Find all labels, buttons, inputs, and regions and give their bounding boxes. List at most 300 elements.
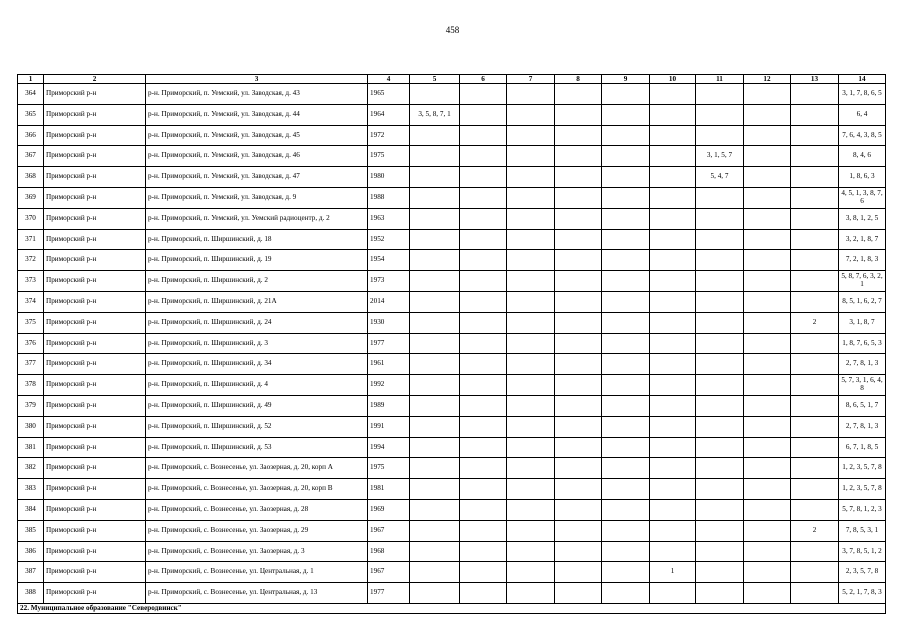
table-cell-col-5 xyxy=(410,125,460,146)
table-cell-col-11 xyxy=(696,375,744,396)
table-cell-col-5 xyxy=(410,333,460,354)
table-row xyxy=(18,583,886,604)
table-cell-col-8 xyxy=(555,479,602,500)
table-cell-col-8 xyxy=(555,146,602,167)
table-cell-col-2: Приморский р-н xyxy=(44,250,146,271)
table-cell-col-7 xyxy=(507,104,555,125)
table-cell-col-4: 1975 xyxy=(368,458,410,479)
table-cell-col-3: р-н. Приморский, с. Вознесенье, ул. Центральная, д. 1 xyxy=(146,562,368,583)
table-row xyxy=(18,354,886,375)
table-cell-col-5 xyxy=(410,437,460,458)
table-cell-col-5 xyxy=(410,229,460,250)
table-cell-col-1: 383 xyxy=(18,479,44,500)
table-cell-col-10 xyxy=(650,104,696,125)
table-cell-col-10 xyxy=(650,312,696,333)
table-cell-col-12 xyxy=(744,354,791,375)
table-cell-col-10 xyxy=(650,250,696,271)
table-cell-col-9 xyxy=(602,104,650,125)
table-cell-col-1: 381 xyxy=(18,437,44,458)
table-cell-col-9 xyxy=(602,271,650,292)
table-cell-col-11 xyxy=(696,562,744,583)
table-cell-col-1: 375 xyxy=(18,312,44,333)
table-cell-col-8 xyxy=(555,333,602,354)
table-row xyxy=(18,520,886,541)
table-row xyxy=(18,271,886,292)
table-cell-col-1: 373 xyxy=(18,271,44,292)
table-cell-col-5 xyxy=(410,312,460,333)
table-cell-col-13 xyxy=(791,250,839,271)
table-row xyxy=(18,84,886,105)
table-row xyxy=(18,499,886,520)
table-cell-col-8 xyxy=(555,229,602,250)
table-cell-col-1: 387 xyxy=(18,562,44,583)
table-cell-col-13 xyxy=(791,541,839,562)
table-cell-col-14: 5, 8, 7, 6, 3, 2, 1 xyxy=(839,271,886,292)
table-row xyxy=(18,167,886,188)
table-cell-col-9 xyxy=(602,146,650,167)
table-cell-col-12 xyxy=(744,104,791,125)
table-cell-col-14: 3, 7, 8, 5, 1, 2 xyxy=(839,541,886,562)
header-cell-col-14: 14 xyxy=(839,75,886,84)
table-cell-col-12 xyxy=(744,312,791,333)
table-cell-col-13 xyxy=(791,104,839,125)
table-cell-col-7 xyxy=(507,312,555,333)
table-cell-col-4: 1980 xyxy=(368,167,410,188)
table-cell-col-7 xyxy=(507,479,555,500)
table-row xyxy=(18,375,886,396)
table-row xyxy=(18,229,886,250)
table-cell-col-1: 380 xyxy=(18,416,44,437)
table-cell-col-6 xyxy=(460,167,507,188)
table-cell-col-1: 376 xyxy=(18,333,44,354)
table-row xyxy=(18,250,886,271)
table-cell-col-5 xyxy=(410,167,460,188)
table-cell-col-11 xyxy=(696,437,744,458)
table-cell-col-13 xyxy=(791,416,839,437)
table-cell-col-13: 2 xyxy=(791,312,839,333)
table-cell-col-11 xyxy=(696,416,744,437)
table-cell-col-9 xyxy=(602,499,650,520)
table-cell-col-2: Приморский р-н xyxy=(44,125,146,146)
table-cell-col-4: 1973 xyxy=(368,271,410,292)
table-cell-col-8 xyxy=(555,458,602,479)
table-cell-col-1: 372 xyxy=(18,250,44,271)
table-cell-col-13 xyxy=(791,479,839,500)
table-cell-col-9 xyxy=(602,583,650,604)
table-cell-col-1: 379 xyxy=(18,395,44,416)
table-cell-col-6 xyxy=(460,312,507,333)
table-cell-col-9 xyxy=(602,125,650,146)
table-cell-col-2: Приморский р-н xyxy=(44,541,146,562)
table-cell-col-2: Приморский р-н xyxy=(44,520,146,541)
table-cell-col-5 xyxy=(410,208,460,229)
table-cell-col-12 xyxy=(744,229,791,250)
table-cell-col-5 xyxy=(410,458,460,479)
table-cell-col-6 xyxy=(460,395,507,416)
table-cell-col-9 xyxy=(602,354,650,375)
table-cell-col-6 xyxy=(460,208,507,229)
table-cell-col-5 xyxy=(410,250,460,271)
table-body xyxy=(18,84,886,604)
table-cell-col-12 xyxy=(744,84,791,105)
table-cell-col-12 xyxy=(744,375,791,396)
header-cell-col-13: 13 xyxy=(791,75,839,84)
table-cell-col-8 xyxy=(555,416,602,437)
table-cell-col-3: р-н. Приморский, п. Ширшинский, д. 4 xyxy=(146,375,368,396)
table-cell-col-1: 382 xyxy=(18,458,44,479)
table-cell-col-10 xyxy=(650,520,696,541)
table-cell-col-8 xyxy=(555,541,602,562)
table-cell-col-12 xyxy=(744,520,791,541)
table-cell-col-7 xyxy=(507,291,555,312)
table-cell-col-11 xyxy=(696,312,744,333)
table-cell-col-7 xyxy=(507,250,555,271)
table-cell-col-9 xyxy=(602,416,650,437)
table-cell-col-12 xyxy=(744,125,791,146)
table-cell-col-12 xyxy=(744,333,791,354)
table-cell-col-7 xyxy=(507,84,555,105)
table-cell-col-13 xyxy=(791,354,839,375)
table-cell-col-4: 1952 xyxy=(368,229,410,250)
table-cell-col-12 xyxy=(744,416,791,437)
table-cell-col-12 xyxy=(744,187,791,208)
table-cell-col-1: 370 xyxy=(18,208,44,229)
table-cell-col-4: 1954 xyxy=(368,250,410,271)
table-cell-col-2: Приморский р-н xyxy=(44,104,146,125)
table-cell-col-8 xyxy=(555,104,602,125)
table-cell-col-10 xyxy=(650,395,696,416)
table-cell-col-11 xyxy=(696,291,744,312)
table-row xyxy=(18,291,886,312)
table-cell-col-14: 2, 3, 5, 7, 8 xyxy=(839,562,886,583)
table-cell-col-6 xyxy=(460,84,507,105)
table-cell-col-13 xyxy=(791,583,839,604)
table-cell-col-5: 3, 5, 8, 7, 1 xyxy=(410,104,460,125)
table-cell-col-10 xyxy=(650,354,696,375)
table-cell-col-7 xyxy=(507,583,555,604)
header-cell-col-4: 4 xyxy=(368,75,410,84)
table-row xyxy=(18,395,886,416)
table-cell-col-3: р-н. Приморский, п. Ширшинский, д. 21А xyxy=(146,291,368,312)
page-number: 458 xyxy=(445,25,460,35)
table-cell-col-7 xyxy=(507,499,555,520)
table-cell-col-7 xyxy=(507,229,555,250)
table-cell-col-11 xyxy=(696,229,744,250)
table-cell-col-2: Приморский р-н xyxy=(44,312,146,333)
table-cell-col-5 xyxy=(410,541,460,562)
table-cell-col-9 xyxy=(602,479,650,500)
table-cell-col-1: 366 xyxy=(18,125,44,146)
table-cell-col-14: 3, 8, 1, 2, 5 xyxy=(839,208,886,229)
table-row xyxy=(18,208,886,229)
table-cell-col-13 xyxy=(791,271,839,292)
table-cell-col-10 xyxy=(650,229,696,250)
table-cell-col-9 xyxy=(602,312,650,333)
table-cell-col-14: 4, 5, 1, 3, 8, 7, 6 xyxy=(839,187,886,208)
header-cell-col-10: 10 xyxy=(650,75,696,84)
table-cell-col-5 xyxy=(410,479,460,500)
table-cell-col-6 xyxy=(460,479,507,500)
table-cell-col-1: 367 xyxy=(18,146,44,167)
table-cell-col-14: 2, 7, 8, 1, 3 xyxy=(839,354,886,375)
table-cell-col-2: Приморский р-н xyxy=(44,395,146,416)
header-cell-col-8: 8 xyxy=(555,75,602,84)
table-cell-col-12 xyxy=(744,271,791,292)
table-cell-col-13 xyxy=(791,84,839,105)
table-cell-col-5 xyxy=(410,291,460,312)
table-cell-col-4: 1972 xyxy=(368,125,410,146)
table-cell-col-8 xyxy=(555,291,602,312)
table-cell-col-6 xyxy=(460,354,507,375)
table-cell-col-1: 377 xyxy=(18,354,44,375)
table-cell-col-6 xyxy=(460,541,507,562)
table-cell-col-5 xyxy=(410,84,460,105)
table-cell-col-4: 1969 xyxy=(368,499,410,520)
table-cell-col-3: р-н. Приморский, п. Ширшинский, д. 52 xyxy=(146,416,368,437)
table-cell-col-12 xyxy=(744,167,791,188)
table-cell-col-3: р-н. Приморский, с. Вознесенье, ул. Заозерная, д. 3 xyxy=(146,541,368,562)
table-cell-col-7 xyxy=(507,146,555,167)
table-cell-col-4: 1977 xyxy=(368,333,410,354)
table-cell-col-3: р-н. Приморский, п. Ширшинский, д. 2 xyxy=(146,271,368,292)
table-cell-col-11 xyxy=(696,84,744,105)
table-cell-col-13: 2 xyxy=(791,520,839,541)
table-cell-col-13 xyxy=(791,187,839,208)
table-cell-col-14: 7, 6, 4, 3, 8, 5 xyxy=(839,125,886,146)
table-cell-col-11 xyxy=(696,271,744,292)
table-cell-col-5 xyxy=(410,395,460,416)
table-cell-col-10 xyxy=(650,479,696,500)
table-cell-col-6 xyxy=(460,146,507,167)
table-cell-col-2: Приморский р-н xyxy=(44,437,146,458)
table-header xyxy=(18,75,886,84)
table-cell-col-10 xyxy=(650,499,696,520)
table-cell-col-3: р-н. Приморский, п. Уемский, ул. Заводская, д. 44 xyxy=(146,104,368,125)
table-cell-col-4: 1967 xyxy=(368,520,410,541)
table-cell-col-8 xyxy=(555,499,602,520)
table-cell-col-7 xyxy=(507,395,555,416)
table-cell-col-4: 1961 xyxy=(368,354,410,375)
section-row xyxy=(18,603,886,613)
table-cell-col-11 xyxy=(696,395,744,416)
table-cell-col-6 xyxy=(460,229,507,250)
table-cell-col-6 xyxy=(460,437,507,458)
table-cell-col-7 xyxy=(507,167,555,188)
header-cell-col-9: 9 xyxy=(602,75,650,84)
table-cell-col-2: Приморский р-н xyxy=(44,167,146,188)
table-cell-col-5 xyxy=(410,562,460,583)
table-cell-col-8 xyxy=(555,312,602,333)
table-cell-col-14: 8, 6, 5, 1, 7 xyxy=(839,395,886,416)
table-cell-col-8 xyxy=(555,395,602,416)
table-cell-col-13 xyxy=(791,125,839,146)
table-cell-col-12 xyxy=(744,458,791,479)
table-cell-col-4: 1965 xyxy=(368,84,410,105)
header-cell-col-1: 1 xyxy=(18,75,44,84)
table-cell-col-10 xyxy=(650,437,696,458)
table-cell-col-9 xyxy=(602,458,650,479)
table-cell-col-11 xyxy=(696,354,744,375)
table-cell-col-3: р-н. Приморский, п. Уемский, ул. Заводская, д. 46 xyxy=(146,146,368,167)
table-cell-col-14: 3, 2, 1, 8, 7 xyxy=(839,229,886,250)
table-cell-col-11 xyxy=(696,520,744,541)
table-cell-col-14: 3, 1, 7, 8, 6, 5 xyxy=(839,84,886,105)
table-cell-col-5 xyxy=(410,354,460,375)
table-cell-col-3: р-н. Приморский, п. Ширшинский, д. 18 xyxy=(146,229,368,250)
table-cell-col-9 xyxy=(602,437,650,458)
table-cell-col-10 xyxy=(650,125,696,146)
table-cell-col-3: р-н. Приморский, п. Уемский, ул. Заводская, д. 45 xyxy=(146,125,368,146)
header-cell-col-12: 12 xyxy=(744,75,791,84)
table-cell-col-2: Приморский р-н xyxy=(44,458,146,479)
table-cell-col-14: 5, 7, 8, 1, 2, 3 xyxy=(839,499,886,520)
table-cell-col-11 xyxy=(696,250,744,271)
table-row xyxy=(18,333,886,354)
table-cell-col-7 xyxy=(507,416,555,437)
table-cell-col-8 xyxy=(555,271,602,292)
table-cell-col-14: 6, 4 xyxy=(839,104,886,125)
table-cell-col-3: р-н. Приморский, с. Вознесенье, ул. Заозерная, д. 20, корп В xyxy=(146,479,368,500)
table-cell-col-12 xyxy=(744,562,791,583)
table-cell-col-13 xyxy=(791,437,839,458)
table-cell-col-8 xyxy=(555,84,602,105)
table-cell-col-11 xyxy=(696,125,744,146)
table-cell-col-5 xyxy=(410,375,460,396)
table-cell-col-10 xyxy=(650,271,696,292)
table-cell-col-14: 7, 2, 1, 8, 3 xyxy=(839,250,886,271)
table-row xyxy=(18,312,886,333)
table-cell-col-10 xyxy=(650,541,696,562)
table-cell-col-5 xyxy=(410,187,460,208)
table-cell-col-4: 1963 xyxy=(368,208,410,229)
table-cell-col-7 xyxy=(507,375,555,396)
table-cell-col-9 xyxy=(602,333,650,354)
table-cell-col-4: 1988 xyxy=(368,187,410,208)
table-cell-col-11 xyxy=(696,104,744,125)
table-cell-col-8 xyxy=(555,562,602,583)
table-cell-col-3: р-н. Приморский, с. Вознесенье, ул. Заозерная, д. 20, корп А xyxy=(146,458,368,479)
table-row xyxy=(18,562,886,583)
table-cell-col-2: Приморский р-н xyxy=(44,562,146,583)
table-cell-col-1: 386 xyxy=(18,541,44,562)
table-cell-col-4: 1967 xyxy=(368,562,410,583)
table-cell-col-6 xyxy=(460,416,507,437)
table-cell-col-4: 1930 xyxy=(368,312,410,333)
header-cell-col-11: 11 xyxy=(696,75,744,84)
table-row xyxy=(18,479,886,500)
table-cell-col-8 xyxy=(555,167,602,188)
table-cell-col-14: 6, 7, 1, 8, 5 xyxy=(839,437,886,458)
table-cell-col-12 xyxy=(744,437,791,458)
table-cell-col-1: 369 xyxy=(18,187,44,208)
table-cell-col-3: р-н. Приморский, п. Уемский, ул. Заводская, д. 43 xyxy=(146,84,368,105)
header-cell-col-6: 6 xyxy=(460,75,507,84)
table-cell-col-7 xyxy=(507,271,555,292)
table-cell-col-12 xyxy=(744,291,791,312)
table-cell-col-2: Приморский р-н xyxy=(44,479,146,500)
table-cell-col-11 xyxy=(696,499,744,520)
table-cell-col-6 xyxy=(460,562,507,583)
table-cell-col-5 xyxy=(410,520,460,541)
table-cell-col-3: р-н. Приморский, п. Ширшинский, д. 49 xyxy=(146,395,368,416)
table-cell-col-9 xyxy=(602,229,650,250)
table-cell-col-11: 3, 1, 5, 7 xyxy=(696,146,744,167)
table-cell-col-4: 1989 xyxy=(368,395,410,416)
table-cell-col-11 xyxy=(696,208,744,229)
table-cell-col-13 xyxy=(791,499,839,520)
table-cell-col-7 xyxy=(507,208,555,229)
table-cell-col-10 xyxy=(650,146,696,167)
table-cell-col-9 xyxy=(602,167,650,188)
table-cell-col-10 xyxy=(650,84,696,105)
table-cell-col-5 xyxy=(410,499,460,520)
table-cell-col-10 xyxy=(650,375,696,396)
table-cell-col-2: Приморский р-н xyxy=(44,354,146,375)
table-cell-col-14: 7, 8, 5, 3, 1 xyxy=(839,520,886,541)
table-cell-col-13 xyxy=(791,229,839,250)
table-cell-col-13 xyxy=(791,562,839,583)
table-cell-col-8 xyxy=(555,250,602,271)
table-row xyxy=(18,187,886,208)
table-cell-col-2: Приморский р-н xyxy=(44,583,146,604)
table-cell-col-1: 388 xyxy=(18,583,44,604)
table-cell-col-12 xyxy=(744,541,791,562)
table-cell-col-11 xyxy=(696,541,744,562)
table-cell-col-10 xyxy=(650,291,696,312)
table-cell-col-13 xyxy=(791,208,839,229)
table-cell-col-13 xyxy=(791,395,839,416)
table-cell-col-7 xyxy=(507,354,555,375)
table-row xyxy=(18,541,886,562)
table-cell-col-4: 1977 xyxy=(368,583,410,604)
table-cell-col-2: Приморский р-н xyxy=(44,187,146,208)
table-cell-col-3: р-н. Приморский, п. Ширшинский, д. 53 xyxy=(146,437,368,458)
table-cell-col-7 xyxy=(507,541,555,562)
table-cell-col-9 xyxy=(602,375,650,396)
table-cell-col-7 xyxy=(507,562,555,583)
table-row xyxy=(18,125,886,146)
table-cell-col-12 xyxy=(744,583,791,604)
table-cell-col-5 xyxy=(410,583,460,604)
table-cell-col-1: 384 xyxy=(18,499,44,520)
table-cell-col-11 xyxy=(696,333,744,354)
table-cell-col-9 xyxy=(602,541,650,562)
table-cell-col-8 xyxy=(555,520,602,541)
table-cell-col-7 xyxy=(507,458,555,479)
header-row xyxy=(18,75,886,84)
table-cell-col-1: 365 xyxy=(18,104,44,125)
table-cell-col-9 xyxy=(602,208,650,229)
table-cell-col-14: 1, 2, 3, 5, 7, 8 xyxy=(839,458,886,479)
table-cell-col-2: Приморский р-н xyxy=(44,375,146,396)
table-cell-col-8 xyxy=(555,583,602,604)
table-cell-col-2: Приморский р-н xyxy=(44,291,146,312)
table-cell-col-4: 1994 xyxy=(368,437,410,458)
table-cell-col-13 xyxy=(791,146,839,167)
table-cell-col-1: 385 xyxy=(18,520,44,541)
table-cell-col-10 xyxy=(650,167,696,188)
table-cell-col-2: Приморский р-н xyxy=(44,333,146,354)
table-cell-col-6 xyxy=(460,499,507,520)
housing-register-table xyxy=(17,74,886,614)
table-cell-col-6 xyxy=(460,375,507,396)
table-cell-col-1: 371 xyxy=(18,229,44,250)
table-cell-col-14: 5, 7, 3, 1, 6, 4, 8 xyxy=(839,375,886,396)
table-cell-col-6 xyxy=(460,125,507,146)
table-cell-col-3: р-н. Приморский, п. Ширшинский, д. 34 xyxy=(146,354,368,375)
header-cell-col-7: 7 xyxy=(507,75,555,84)
table-cell-col-10 xyxy=(650,416,696,437)
